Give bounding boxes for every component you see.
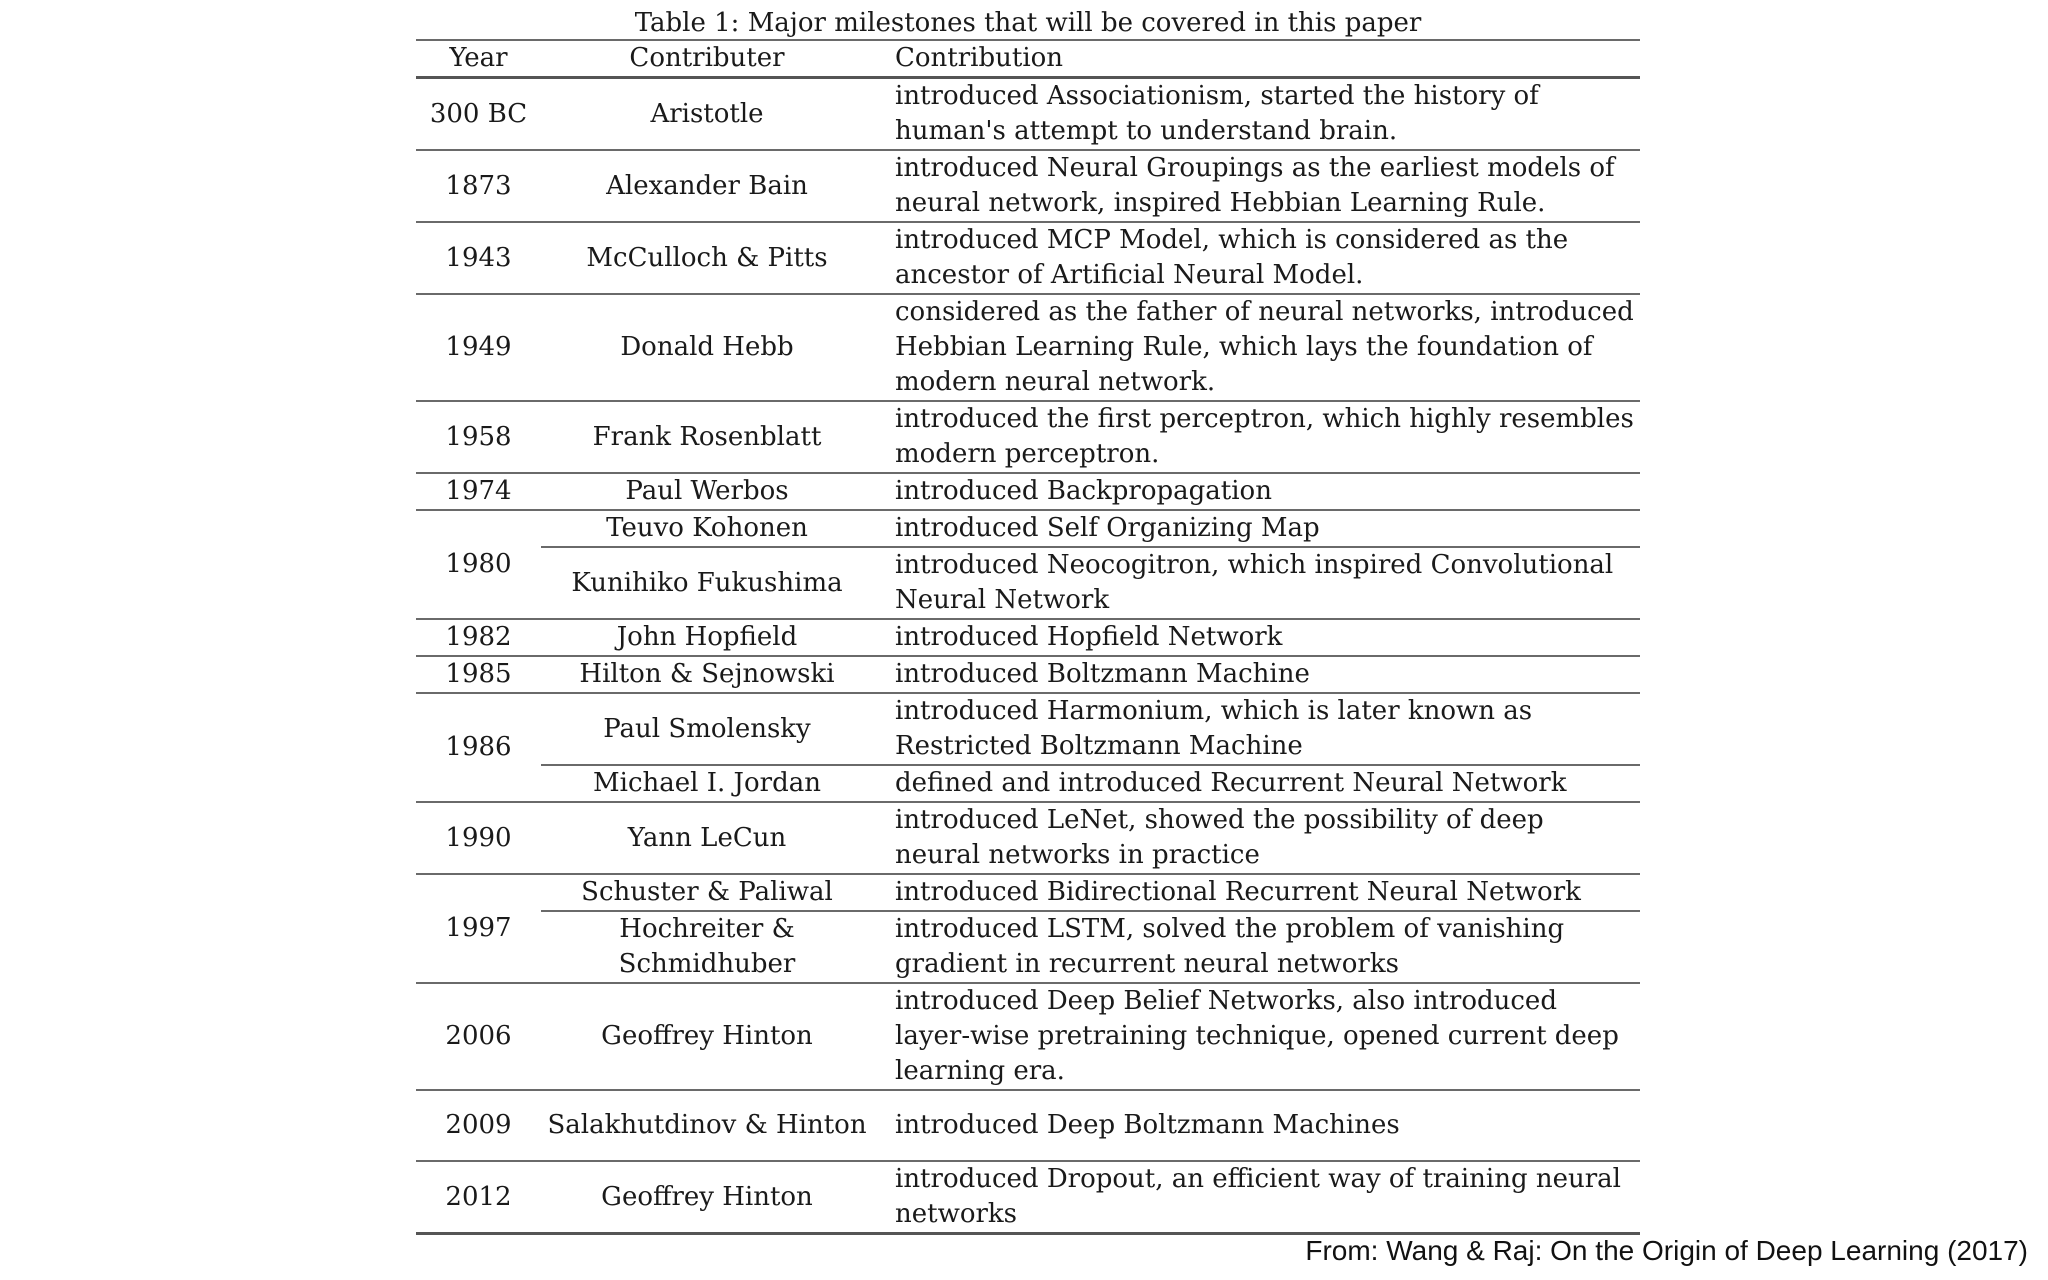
year-cell: 1943 xyxy=(416,222,541,294)
year-cell: 1985 xyxy=(416,656,541,693)
contributer-cell: Salakhutdinov & Hinton xyxy=(541,1090,873,1161)
header-contributer: Contributer xyxy=(541,40,873,78)
table-row xyxy=(416,294,1640,401)
contributer-cell: Geoffrey Hinton xyxy=(541,983,873,1090)
year-cell: 2009 xyxy=(416,1090,541,1161)
header-year: Year xyxy=(416,40,541,78)
year-cell: 2012 xyxy=(416,1161,541,1234)
contribution-cell: introduced Deep Belief Networks, also introduced layer-wise pretraining technique, opened current deep learning era. xyxy=(873,983,1640,1090)
table-row xyxy=(416,473,1640,510)
contributer-cell: Michael I. Jordan xyxy=(541,765,873,802)
contribution-cell: defined and introduced Recurrent Neural Network xyxy=(873,765,1640,802)
contribution-cell: introduced Neocogitron, which inspired Convolutional Neural Network xyxy=(873,547,1640,619)
contribution-cell: introduced Neural Groupings as the earliest models of neural network, inspired Hebbian Learning Rule. xyxy=(873,150,1640,222)
table-row xyxy=(416,78,1640,151)
contribution-cell: introduced the first perceptron, which highly resembles modern perceptron. xyxy=(873,401,1640,473)
table-row xyxy=(416,150,1640,222)
contribution-cell: introduced Deep Boltzmann Machines xyxy=(873,1090,1640,1161)
contribution-cell: introduced Hopfield Network xyxy=(873,619,1640,656)
year-cell: 300 BC xyxy=(416,78,541,151)
contributer-cell: Yann LeCun xyxy=(541,802,873,874)
year-cell: 1958 xyxy=(416,401,541,473)
contribution-cell: introduced Self Organizing Map xyxy=(873,510,1640,547)
table-row xyxy=(416,765,1640,802)
table-row xyxy=(416,222,1640,294)
contributer-cell: Hochreiter & Schmidhuber xyxy=(541,911,873,983)
contribution-cell: considered as the father of neural networks, introduced Hebbian Learning Rule, which lays the foundation of modern neural network. xyxy=(873,294,1640,401)
year-cell: 2006 xyxy=(416,983,541,1090)
contributer-cell: Geoffrey Hinton xyxy=(541,1161,873,1234)
table-row xyxy=(416,547,1640,619)
header-contribution: Contribution xyxy=(873,40,1640,78)
contribution-cell: introduced Harmonium, which is later known as Restricted Boltzmann Machine xyxy=(873,693,1640,765)
contribution-cell: introduced Bidirectional Recurrent Neural Network xyxy=(873,874,1640,911)
year-cell: 1949 xyxy=(416,294,541,401)
contribution-cell: introduced MCP Model, which is considered as the ancestor of Artificial Neural Model. xyxy=(873,222,1640,294)
table-row xyxy=(416,401,1640,473)
table-row xyxy=(416,656,1640,693)
contributer-cell: Kunihiko Fukushima xyxy=(541,547,873,619)
table-row xyxy=(416,693,1640,765)
table-row xyxy=(416,983,1640,1090)
table-caption: Table 1: Major milestones that will be covered in this paper xyxy=(634,8,1422,38)
contributer-cell: Hilton & Sejnowski xyxy=(541,656,873,693)
table-row xyxy=(416,1161,1640,1234)
contribution-cell: introduced LSTM, solved the problem of vanishing gradient in recurrent neural networks xyxy=(873,911,1640,983)
table-body xyxy=(416,78,1640,1234)
contributer-cell: Aristotle xyxy=(541,78,873,151)
table-row xyxy=(416,874,1640,911)
contributer-cell: Paul Werbos xyxy=(541,473,873,510)
table-row xyxy=(416,911,1640,983)
contributer-cell: Paul Smolensky xyxy=(541,693,873,765)
year-cell: 1982 xyxy=(416,619,541,656)
table-row xyxy=(416,1090,1640,1161)
year-cell: 1873 xyxy=(416,150,541,222)
contribution-cell: introduced LeNet, showed the possibility of deep neural networks in practice xyxy=(873,802,1640,874)
year-cell: 1986 xyxy=(416,693,541,802)
table-row xyxy=(416,802,1640,874)
contributer-cell: Teuvo Kohonen xyxy=(541,510,873,547)
year-cell: 1997 xyxy=(416,874,541,983)
contributer-cell: Frank Rosenblatt xyxy=(541,401,873,473)
contributer-cell: Donald Hebb xyxy=(541,294,873,401)
contribution-cell: introduced Backpropagation xyxy=(873,473,1640,510)
contributer-cell: McCulloch & Pitts xyxy=(541,222,873,294)
contribution-cell: introduced Dropout, an efficient way of training neural networks xyxy=(873,1161,1640,1234)
contributer-cell: Schuster & Paliwal xyxy=(541,874,873,911)
contributer-cell: John Hopfield xyxy=(541,619,873,656)
table-row xyxy=(416,619,1640,656)
table-header xyxy=(416,40,1640,78)
contributer-cell: Alexander Bain xyxy=(541,150,873,222)
contribution-cell: introduced Associationism, started the history of human's attempt to understand brain. xyxy=(873,78,1640,151)
table-row xyxy=(416,510,1640,547)
year-cell: 1980 xyxy=(416,510,541,619)
year-cell: 1974 xyxy=(416,473,541,510)
header-row xyxy=(416,40,1640,78)
source-citation: From: Wang & Raj: On the Origin of Deep Learning (2017) xyxy=(1305,1235,2028,1266)
contribution-cell: introduced Boltzmann Machine xyxy=(873,656,1640,693)
year-cell: 1990 xyxy=(416,802,541,874)
milestones-table xyxy=(416,39,1640,1235)
